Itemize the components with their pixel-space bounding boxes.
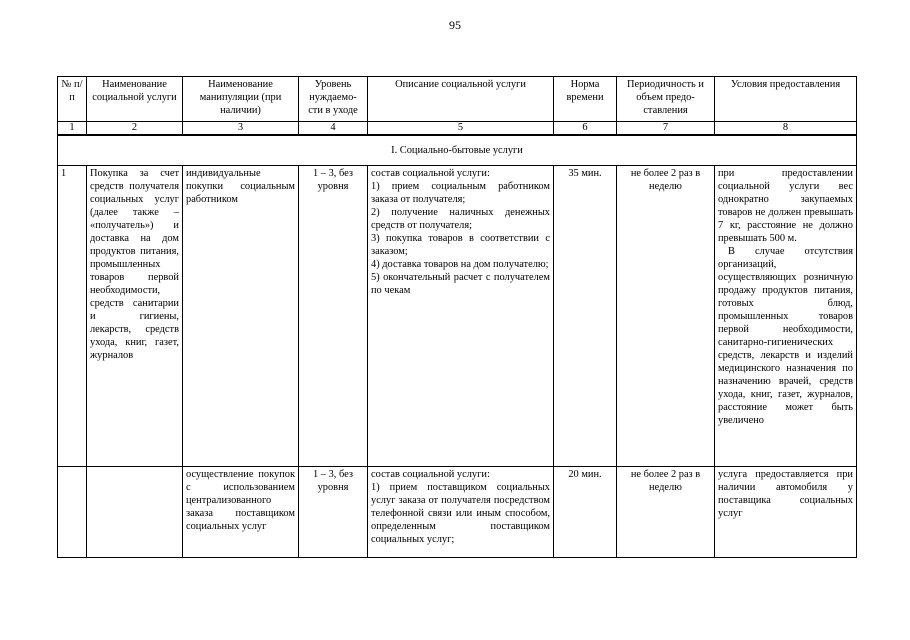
time-norm: 35 мин. (554, 166, 617, 467)
conditions (715, 467, 857, 558)
header-level: Уровень нуждаемо-сти в уходе (299, 77, 368, 122)
description-line: 5) окончательный расчет с получателем по чекам (371, 272, 550, 296)
manipulation-name: индивидуальные покупки социальным работником (183, 166, 299, 467)
frequency: не более 2 раз в неделю (617, 467, 715, 558)
column-number: 2 (87, 122, 183, 136)
row-num: 1 (58, 166, 87, 467)
row-num (58, 467, 87, 558)
care-level: 1 – 3, без уровня (299, 467, 368, 558)
manipulation-name: осуществление покупок с использованием централизованного заказа поставщиком социальных услуг (183, 467, 299, 558)
description-line: 3) покупка товаров в соответствии с заказом; (371, 233, 550, 257)
column-number: 7 (617, 122, 715, 136)
header-row (58, 77, 857, 122)
description-line: 4) доставка товаров на дом получателю; (371, 259, 549, 270)
conditions (715, 166, 857, 467)
service-name (87, 467, 183, 558)
column-number: 6 (554, 122, 617, 136)
service-description (368, 166, 554, 467)
page-number: 95 (449, 18, 461, 32)
column-number: 8 (715, 122, 857, 136)
section-title: I. Социально-бытовые услуги (58, 135, 857, 166)
description-line: состав социальной услуги: (371, 168, 490, 179)
header-time: Норма времени (554, 77, 617, 122)
header-service: Наименование социальной услуги (87, 77, 183, 122)
description-line: 1) прием поставщиком социальных услуг заказа от получателя посредством телефонной связи или иным способом, определенным поставщиком социальных услуг; (371, 482, 550, 545)
conditions-paragraph: В случае отсутствия организаций, осуществляющих розничную продажу продуктов питания, готовых блюд, промышленных товаров первой необходимости, санитарно-гигиенических средств, лекарств и изделий медицинского назначения по назначению врачей, средств ухода, книг, газет, журналов, расстояние может быть увеличено (718, 246, 853, 426)
description-line: 1) прием социальным работником заказа от получателя; (371, 181, 550, 205)
time-norm: 20 мин. (554, 467, 617, 558)
header-num: № п/п (58, 77, 87, 122)
table-row (58, 467, 857, 558)
service-name: Покупка за счет средств получателя социальных услуг (далее также – «получатель») и доставка на дом продуктов питания, промышленных товаров первой необходимости, средств санитарии и гигиены, лекарств, средств ухода, книг, газет, журналов (87, 166, 183, 467)
care-level: 1 – 3, без уровня (299, 166, 368, 467)
table-row (58, 166, 857, 467)
section-row (58, 135, 857, 166)
column-number: 3 (183, 122, 299, 136)
conditions-paragraph: услуга предоставляется при наличии автомобиля у поставщика социальных услуг (718, 469, 853, 519)
description-line: 2) получение наличных денежных средств от получателя; (371, 207, 550, 231)
social-services-table (57, 76, 857, 558)
column-number-row (58, 122, 857, 136)
column-number: 5 (368, 122, 554, 136)
column-number: 1 (58, 122, 87, 136)
header-conditions: Условия предоставления (715, 77, 857, 122)
conditions-paragraph: при предоставлении социальной услуги вес однократно закупаемых товаров не должен превышать 7 кг, расстояние не должно превышать 500 м. (718, 168, 853, 244)
frequency: не более 2 раз в неделю (617, 166, 715, 467)
description-line: состав социальной услуги: (371, 469, 490, 480)
header-description: Описание социальной услуги (368, 77, 554, 122)
header-manipulation: Наименование манипуляции (при наличии) (183, 77, 299, 122)
column-number: 4 (299, 122, 368, 136)
service-description (368, 467, 554, 558)
header-frequency: Периодичность и объем предо-ставления (617, 77, 715, 122)
